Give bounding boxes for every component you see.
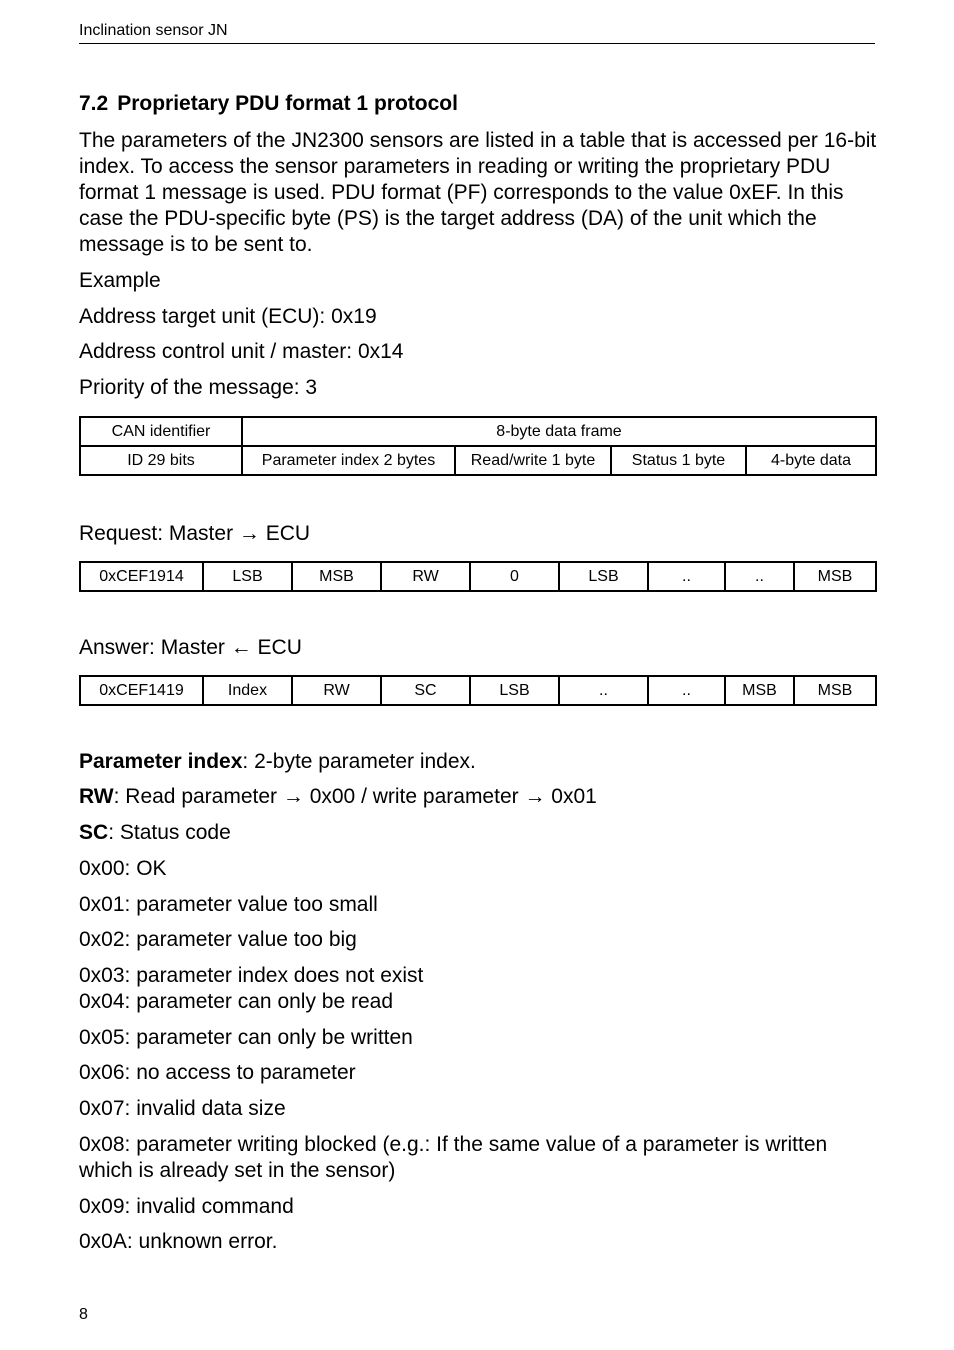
intro-paragraph: The parameters of the JN2300 sensors are listed in a table that is accessed per 16-bit index. To access the sensor parameters in reading or writing the proprietary PDU format 1 message is used. PDU format (PF) corresponds to the value 0xEF. In this case the PDU-specific byte (PS) is the target address (DA) of the unit which the message is to be sent to. — [79, 129, 877, 256]
answer-table — [79, 675, 877, 706]
table-cell: .. — [648, 562, 725, 591]
table-cell: Status 1 byte — [611, 446, 746, 475]
definition-rw — [79, 784, 879, 810]
table-cell: Read/write 1 byte — [455, 446, 611, 475]
table-row — [80, 562, 876, 591]
status-code-item: 0x05: parameter can only be written — [79, 1026, 413, 1049]
status-code-item: 0x04: parameter can only be read — [79, 990, 394, 1013]
status-code-item: 0x02: parameter value too big — [79, 928, 357, 951]
table-cell: MSB — [794, 676, 876, 705]
page-number: 8 — [79, 1306, 88, 1323]
table-row — [80, 446, 876, 475]
definition-text: : Status code — [108, 821, 231, 844]
frame-structure-table — [79, 416, 877, 476]
table-cell: 0xCEF1914 — [80, 562, 203, 591]
table-cell: Index — [203, 676, 292, 705]
table-row — [80, 676, 876, 705]
table-cell: 0 — [470, 562, 559, 591]
table-cell: MSB — [292, 562, 381, 591]
table-cell: 4-byte data — [746, 446, 876, 475]
definition-text: : Read parameter → 0x00 / write parameter → 0x01 — [113, 785, 597, 808]
section-number: 7.2 — [79, 92, 109, 115]
section-title: Proprietary PDU format 1 protocol — [117, 92, 458, 115]
request-label: Request: Master → ECU — [79, 522, 311, 545]
definition-term: Parameter index — [79, 750, 243, 773]
table-cell: LSB — [470, 676, 559, 705]
header-title: Inclination sensor JN — [79, 22, 228, 39]
example-label: Example — [79, 269, 161, 292]
example-line-priority: Priority of the message: 3 — [79, 376, 318, 399]
table-cell: RW — [292, 676, 381, 705]
definition-sc — [79, 820, 879, 846]
definition-parameter-index — [79, 749, 879, 775]
running-header — [79, 22, 875, 44]
table-cell: LSB — [203, 562, 292, 591]
table-cell: 0xCEF1419 — [80, 676, 203, 705]
section-heading — [79, 92, 458, 116]
table-cell: SC — [381, 676, 470, 705]
status-code-item: 0x08: parameter writing blocked (e.g.: If the same value of a parameter is written which is already set in the sensor) — [79, 1133, 828, 1182]
table-cell: MSB — [725, 676, 794, 705]
table-cell: MSB — [794, 562, 876, 591]
table-cell: .. — [725, 562, 794, 591]
table-cell: LSB — [559, 562, 648, 591]
table-cell: .. — [559, 676, 648, 705]
status-code-item: 0x06: no access to parameter — [79, 1061, 356, 1084]
definition-text: : 2-byte parameter index. — [242, 750, 476, 773]
table-cell: RW — [381, 562, 470, 591]
status-code-item: 0x00: OK — [79, 857, 167, 880]
definition-term: SC — [79, 821, 109, 844]
example-line-target: Address target unit (ECU): 0x19 — [79, 305, 377, 328]
table-cell: Parameter index 2 bytes — [242, 446, 455, 475]
table-cell: .. — [648, 676, 725, 705]
status-code-item: 0x01: parameter value too small — [79, 893, 378, 916]
request-table — [79, 561, 877, 592]
answer-label: Answer: Master ← ECU — [79, 636, 302, 659]
status-code-item: 0x07: invalid data size — [79, 1097, 286, 1120]
example-line-master: Address control unit / master: 0x14 — [79, 340, 404, 363]
table-cell: 8-byte data frame — [242, 417, 876, 446]
definition-term: RW — [79, 785, 114, 808]
table-cell: ID 29 bits — [80, 446, 242, 475]
status-code-item: 0x09: invalid command — [79, 1195, 294, 1218]
table-row — [80, 417, 876, 446]
table-cell: CAN identifier — [80, 417, 242, 446]
status-code-item: 0x03: parameter index does not exist — [79, 964, 424, 987]
status-code-item: 0x0A: unknown error. — [79, 1230, 278, 1253]
